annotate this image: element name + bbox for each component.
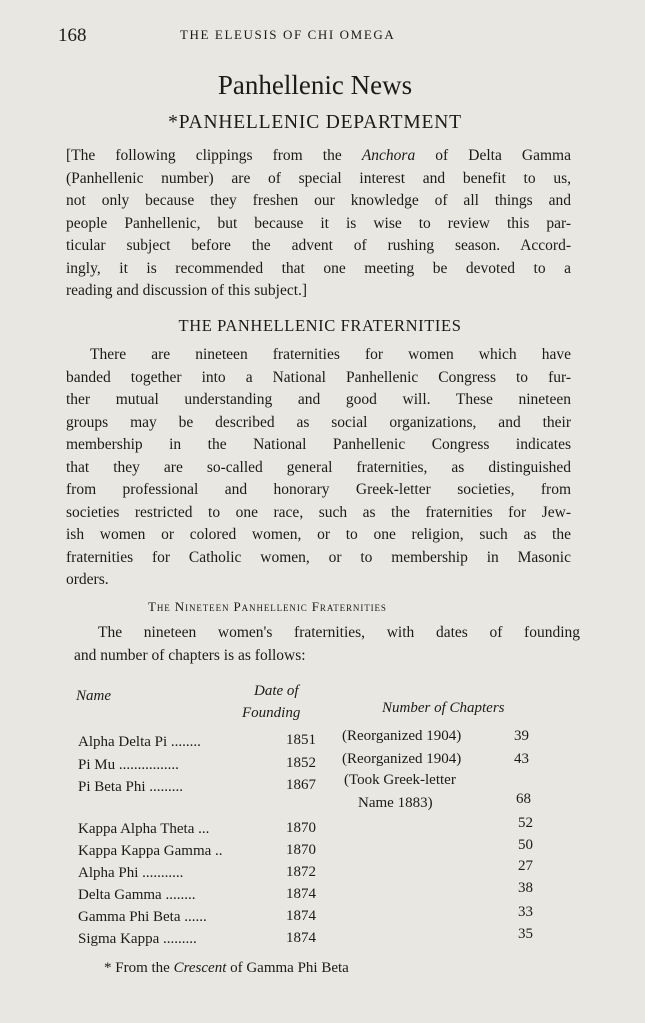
subsection-intro	[74, 622, 580, 667]
chapter-count: 35	[518, 926, 533, 942]
founding-year: 1874	[286, 930, 316, 946]
founding-year: 1852	[286, 755, 316, 771]
fraternity-name: Gamma Phi Beta ......	[78, 909, 207, 925]
column-header-date-line2: Founding	[242, 705, 301, 721]
chapter-count: 33	[518, 904, 533, 920]
body-line: ther mutual understanding and good will. These nineteen	[66, 391, 571, 408]
chapter-count: 52	[518, 815, 533, 831]
chapter-count: 39	[514, 728, 529, 744]
chapter-count: 43	[514, 751, 529, 767]
fraternity-name: Kappa Alpha Theta ...	[78, 821, 210, 837]
founding-year: 1872	[286, 864, 316, 880]
founding-year: 1874	[286, 886, 316, 902]
department-title: *PANHELLENIC DEPARTMENT	[168, 112, 462, 133]
anchora-title: Anchora	[361, 147, 416, 164]
intro-line: (Panhellenic number) are of special interest and benefit to us,	[66, 169, 571, 187]
chapter-count: 50	[518, 837, 533, 853]
page-title: Panhellenic News	[217, 70, 413, 100]
subsection-intro-line: and number of chapters is as follows:	[74, 646, 306, 664]
fraternity-name: Alpha Delta Pi ........	[78, 734, 201, 750]
column-header-date-line1: Date of	[254, 683, 299, 699]
body-line: that they are so-called general fraternities, as distinguished	[66, 458, 571, 476]
body-line: ish women or colored women, or to one religion, such as the	[66, 526, 571, 543]
body-line: orders.	[66, 571, 109, 588]
founding-year: 1851	[286, 732, 316, 748]
footnote-suffix: of Gamma Phi Beta	[230, 960, 349, 976]
founding-year: 1870	[286, 842, 316, 858]
body-line: banded together into a National Panhellenic Congress to fur-	[66, 368, 571, 386]
chapter-note-continued: Name 1883)	[358, 795, 433, 811]
footnote-source: Crescent	[173, 960, 227, 976]
fraternity-name: Alpha Phi ...........	[78, 865, 184, 881]
intro-line: people Panhellenic, but because it is wise to review this par-	[66, 214, 571, 232]
chapter-note: (Reorganized 1904)	[342, 751, 462, 767]
column-header-name: Name	[76, 688, 111, 704]
intro-line: [The following clippings from the Anchora of Delta Gamma	[66, 147, 571, 164]
chapter-note: (Reorganized 1904)	[342, 728, 462, 744]
footnote	[104, 960, 349, 977]
intro-line: reading and discussion of this subject.]	[66, 282, 308, 299]
fraternity-name: Pi Mu ................	[78, 757, 179, 773]
intro-line: ticular subject before the advent of rushing season. Accord-	[66, 237, 571, 254]
fraternity-name: Sigma Kappa .........	[78, 931, 197, 947]
chapter-count: 38	[518, 880, 533, 896]
body-paragraph	[66, 344, 571, 592]
body-line: fraternities for Catholic women, or to membership in Masonic	[66, 548, 571, 566]
footnote-prefix: * From the	[104, 960, 170, 976]
running-title: THE ELEUSIS OF CHI OMEGA	[180, 27, 396, 42]
column-header-chapters: Number of Chapters	[382, 700, 505, 716]
section-title: THE PANHELLENIC FRATERNITIES	[178, 316, 462, 335]
subsection-title: The Nineteen Panhellenic Fraternities	[148, 599, 387, 614]
body-line: groups may be described as social organizations, and their	[66, 413, 571, 431]
founding-year: 1870	[286, 820, 316, 836]
founding-year: 1867	[286, 777, 316, 793]
page-number: 168	[58, 25, 87, 46]
chapter-note: (Took Greek-letter	[344, 772, 456, 788]
body-line: membership in the National Panhellenic Congress indicates	[66, 436, 571, 453]
intro-line: not only because they freshen our knowledge of all things and	[66, 192, 571, 209]
fraternity-name: Delta Gamma ........	[78, 887, 196, 903]
body-line: from professional and honorary Greek-letter societies, from	[66, 481, 571, 498]
fraternity-name: Pi Beta Phi .........	[78, 779, 184, 795]
body-line: There are nineteen fraternities for women which have	[90, 346, 571, 363]
chapter-count: 68	[516, 791, 531, 807]
subsection-intro-line: The nineteen women's fraternities, with dates of founding	[98, 624, 580, 641]
intro-paragraph	[66, 145, 571, 303]
intro-line: ingly, it is recommended that one meeting be devoted to a	[66, 259, 571, 277]
chapter-count: 27	[518, 858, 533, 874]
fraternity-name: Kappa Kappa Gamma ..	[78, 843, 223, 859]
body-line: societies restricted to one race, such as the fraternities for Jew-	[66, 503, 571, 521]
founding-year: 1874	[286, 908, 316, 924]
